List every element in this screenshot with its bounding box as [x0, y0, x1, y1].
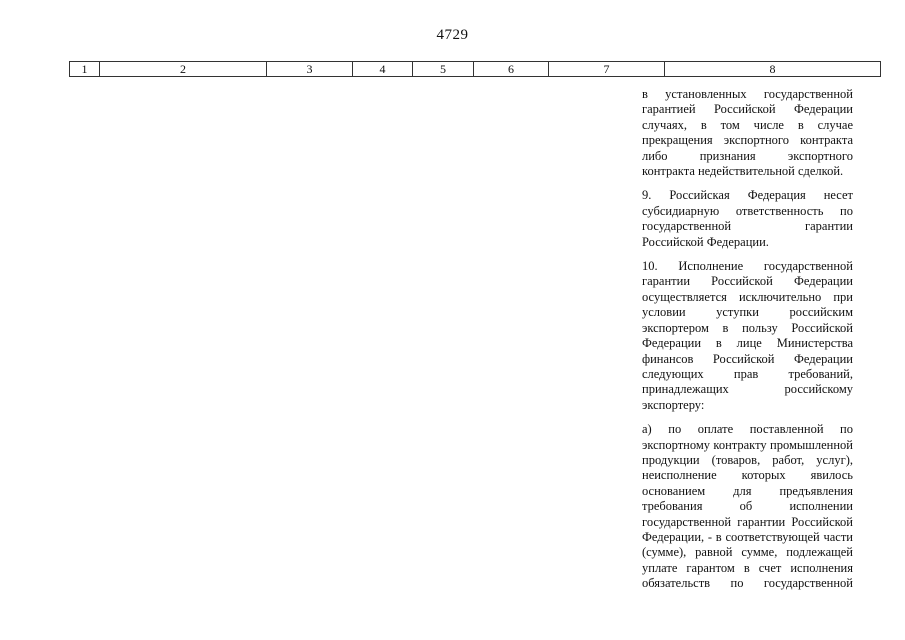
paragraph-10-execution [642, 259, 853, 413]
paragraph-text: а) по оплате поставленной по экспортному контракту промышленной продукции (товаров, работ, услуг), неисполнение которых явилось основанием для предъявления требования об исполнении государственной гарантии Российской Федерации, - в соответствующей части (сумме), равной сумме, подлежащей уплате гарантом в счет исполнения обязательств по государственной [642, 422, 853, 591]
paragraph-last-line: экспортеру: [642, 397, 705, 412]
column-number-8: 8 [769, 62, 776, 76]
paragraph-9-subsidiary-liability [642, 188, 853, 250]
paragraph-text: 10. Исполнение государственной гарантии Российской Федерации осуществляется исключительно при условии уступки российским экспортером в пользу Российской Федерации в лице Министерства финансов Российской Федерации следующих прав требований, принадлежащих российскому [642, 259, 853, 397]
column-number-2: 2 [100, 62, 267, 76]
page-number: 4729 [436, 27, 469, 43]
column-number-6: 6 [474, 62, 549, 76]
column-number-3: 3 [267, 62, 353, 76]
column-8-text [642, 87, 853, 592]
column-number-5: 5 [413, 62, 474, 76]
paragraph-last-line: Российской Федерации. [642, 234, 769, 249]
column-number-header [69, 61, 881, 77]
column-number-1: 1 [70, 62, 100, 76]
column-number-7: 7 [549, 62, 665, 76]
paragraph-text: 9. Российская Федерация несет субсидиарную ответственность по государственной гарантии [642, 188, 853, 234]
column-number-4: 4 [353, 62, 413, 76]
paragraph-last-line: контракта недействительной сделкой. [642, 164, 844, 179]
paragraph-guarantee-cases [642, 87, 853, 179]
paragraph-text: в установленных государственной гарантией Российской Федерации случаях, в том числе в случае прекращения экспортного контракта либо признания экспортного [642, 87, 853, 163]
paragraph-a-payment-rights [642, 422, 853, 591]
